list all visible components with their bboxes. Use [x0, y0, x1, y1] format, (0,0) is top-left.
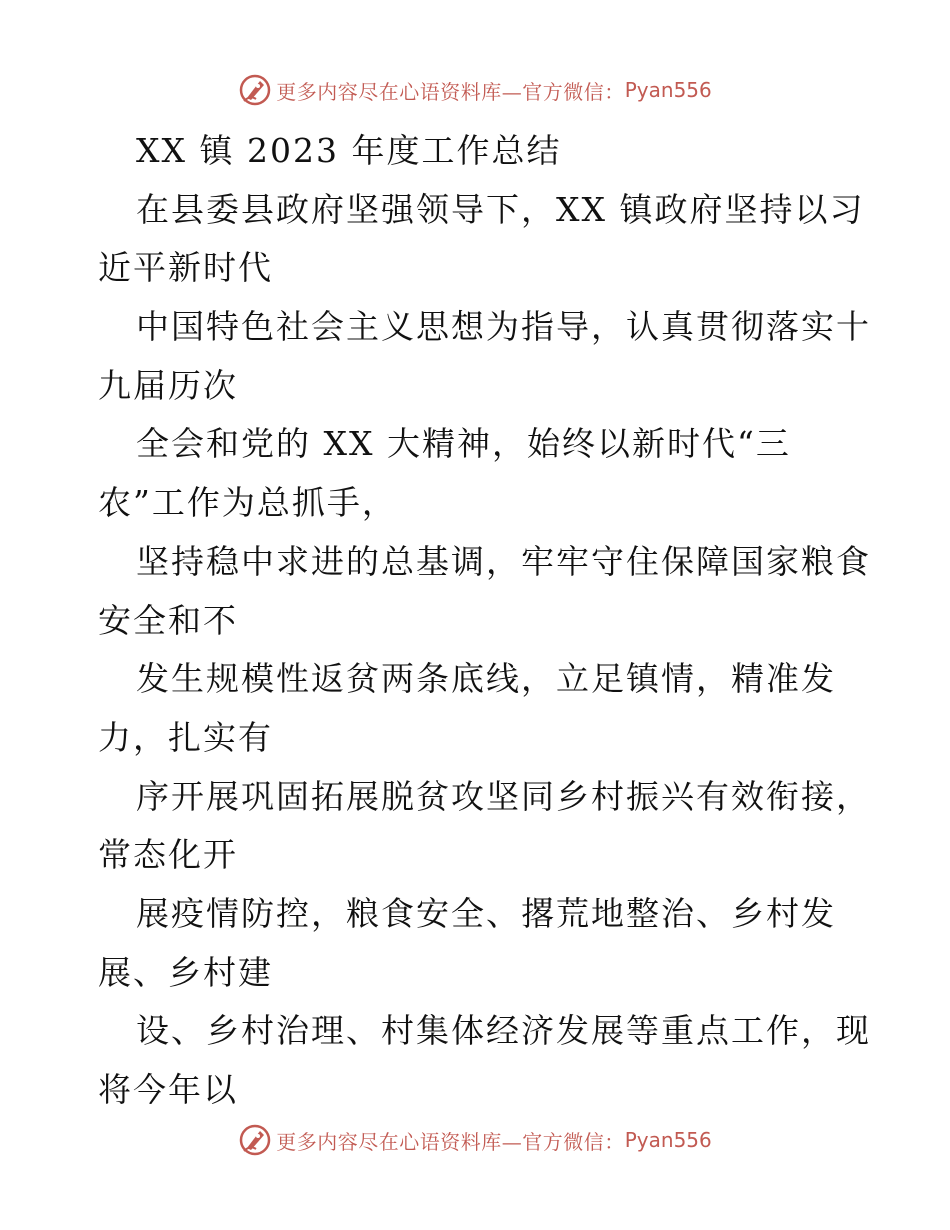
text-line: 坚持稳中求进的总基调，牢牢守住保障国家粮食 — [136, 541, 871, 581]
text-line: 发生规模性返贫两条底线，立足镇情，精准发 — [136, 659, 836, 699]
footer-watermark — [0, 1120, 950, 1160]
text-line: 序开展巩固拓展脱贫攻坚同乡村振兴有效衔接， — [136, 776, 871, 816]
text-line: 常态化开 — [98, 835, 238, 875]
document-body — [98, 122, 871, 1120]
text-line: 全会和党的 XX 大精神，始终以新时代“三 — [136, 424, 791, 464]
pen-nib-logo-icon — [238, 73, 272, 107]
text-line: 中国特色社会主义思想为指导，认真贯彻落实十 — [136, 307, 871, 347]
text-line: 展、乡村建 — [98, 952, 273, 992]
text-line: 安全和不 — [98, 600, 238, 640]
document-title: XX 镇 2023 年度工作总结 — [136, 131, 562, 170]
text-line: 九届历次 — [98, 365, 238, 405]
text-line: 近平新时代 — [98, 248, 273, 288]
text-line: 将今年以 — [98, 1070, 238, 1109]
watermark-text: 更多内容尽在心语资料库—官方微信： — [276, 1129, 625, 1154]
text-line: 展疫情防控，粮食安全、撂荒地整治、乡村发 — [136, 893, 836, 933]
watermark-wechat-id: Pyan556 — [624, 78, 712, 102]
text-line: 在县委县政府坚强领导下，XX 镇政府坚持以习 — [136, 189, 865, 229]
text-line: 设、乡村治理、村集体经济发展等重点工作，现 — [136, 1011, 871, 1051]
watermark-text: 更多内容尽在心语资料库—官方微信： — [276, 79, 625, 104]
watermark-wechat-id: Pyan556 — [624, 1128, 712, 1152]
pen-nib-logo-icon — [238, 1123, 272, 1157]
text-line: 力，扎实有 — [98, 717, 273, 757]
text-line: 农”工作为总抓手， — [98, 483, 397, 523]
header-watermark — [0, 70, 950, 110]
